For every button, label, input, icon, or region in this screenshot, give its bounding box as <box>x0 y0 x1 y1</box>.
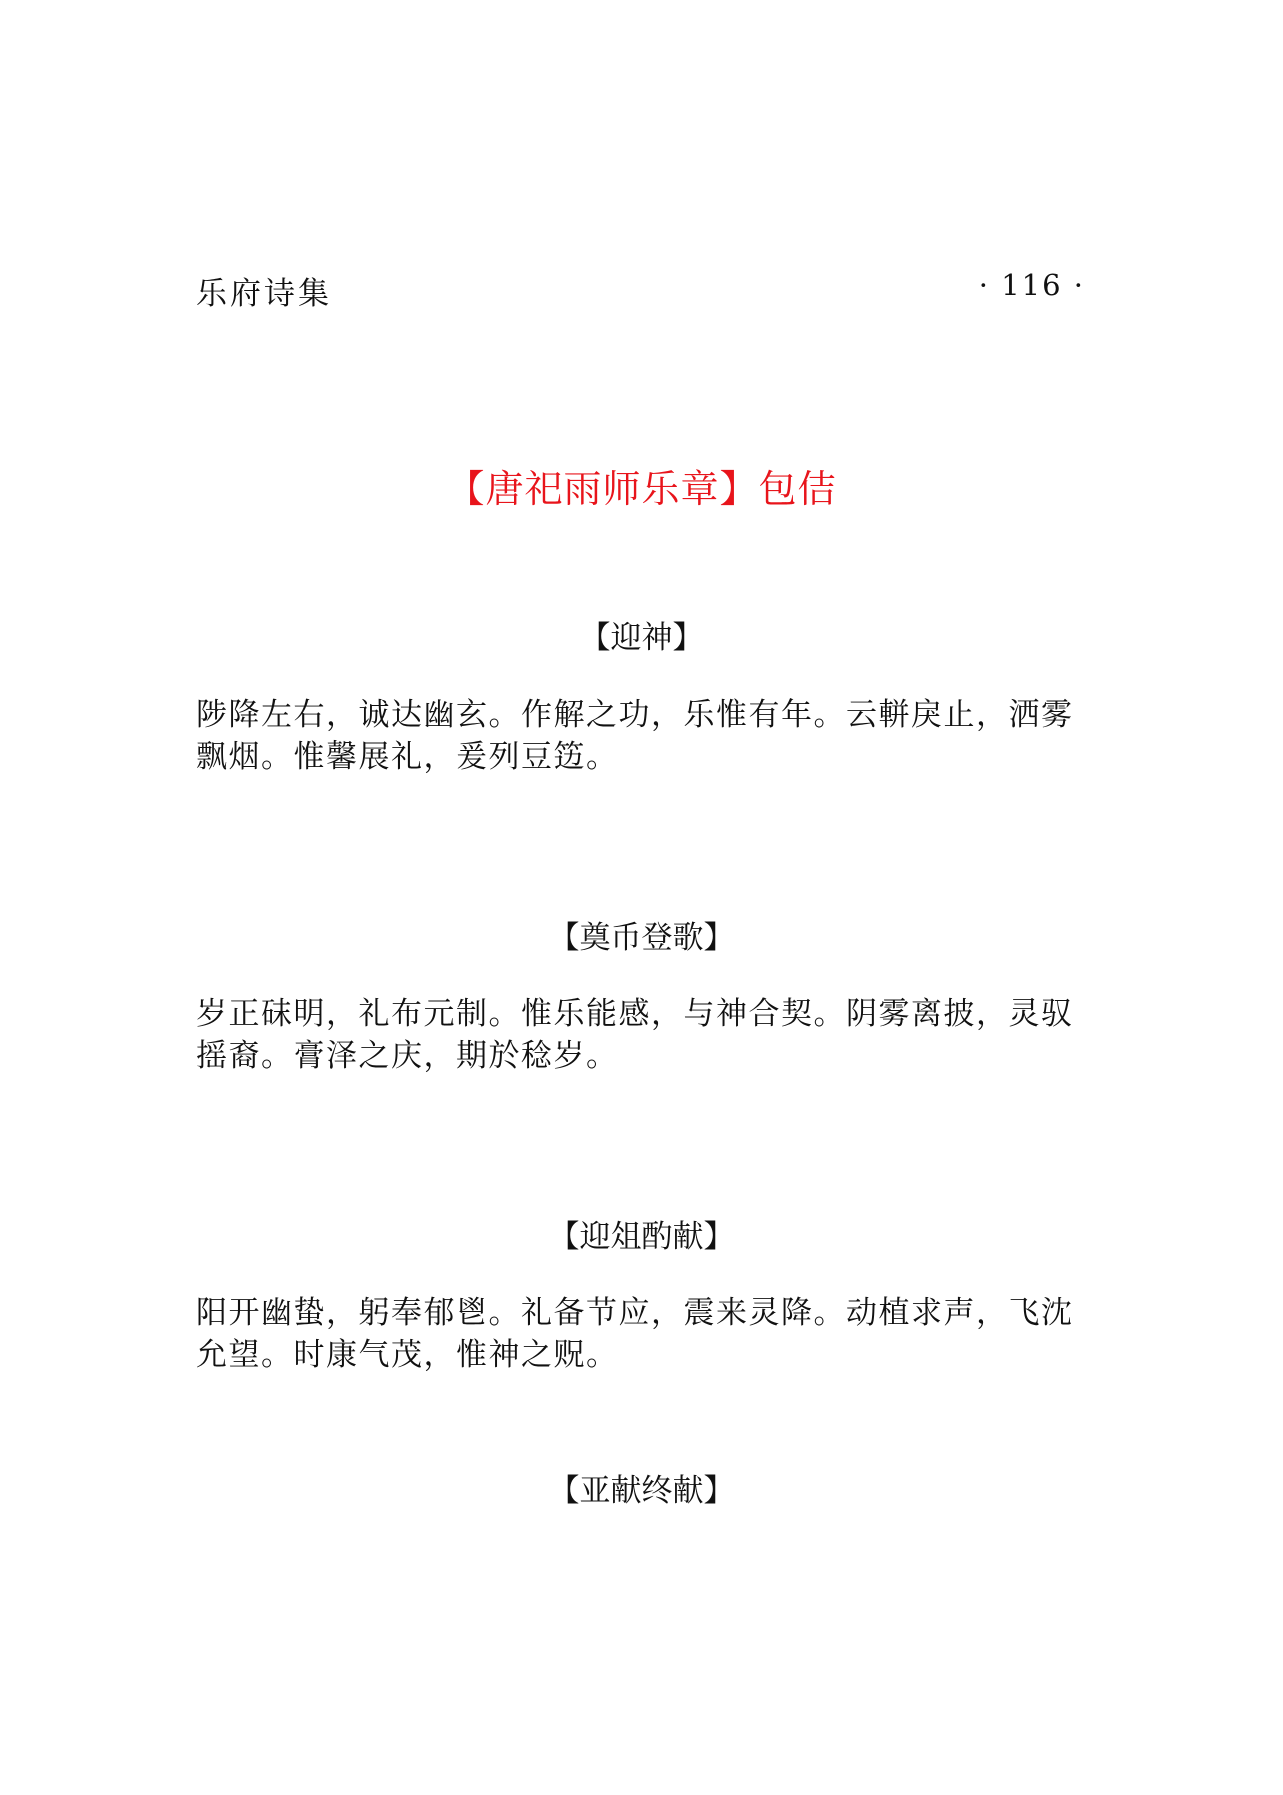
poem-title: 【唐祀雨师乐章】包佶 <box>446 467 837 511</box>
stanza-yingzu-zhuoxian: 阳开幽蛰，躬奉郁鬯。礼备节应，震来灵降。动植求声，飞沈允望。时康气茂，惟神之贶。 <box>196 1295 1074 1373</box>
section-heading-yingshen: 【迎神】 <box>579 620 704 656</box>
section-heading-yaxian-zhongxian: 【亚献终献】 <box>548 1473 735 1509</box>
stanza-dianbi-dengge: 岁正砞明，礼布元制。惟乐能感，与神合契。阴雾离披，灵驭摇裔。膏泽之庆，期於稔岁。 <box>196 996 1074 1074</box>
section-heading-dianbi-dengge: 【奠币登歌】 <box>548 920 735 956</box>
section-heading-yingzu-zhuoxian: 【迎俎酌献】 <box>548 1219 735 1255</box>
stanza-yingshen: 陟降左右，诚达幽玄。作解之功，乐惟有年。云軿戾止，洒雾飘烟。惟馨展礼，爰列豆笾。 <box>196 697 1074 775</box>
page-header <box>196 268 1085 312</box>
book-title: 乐府诗集 <box>196 276 332 312</box>
page-number: · 116 · <box>978 268 1085 302</box>
